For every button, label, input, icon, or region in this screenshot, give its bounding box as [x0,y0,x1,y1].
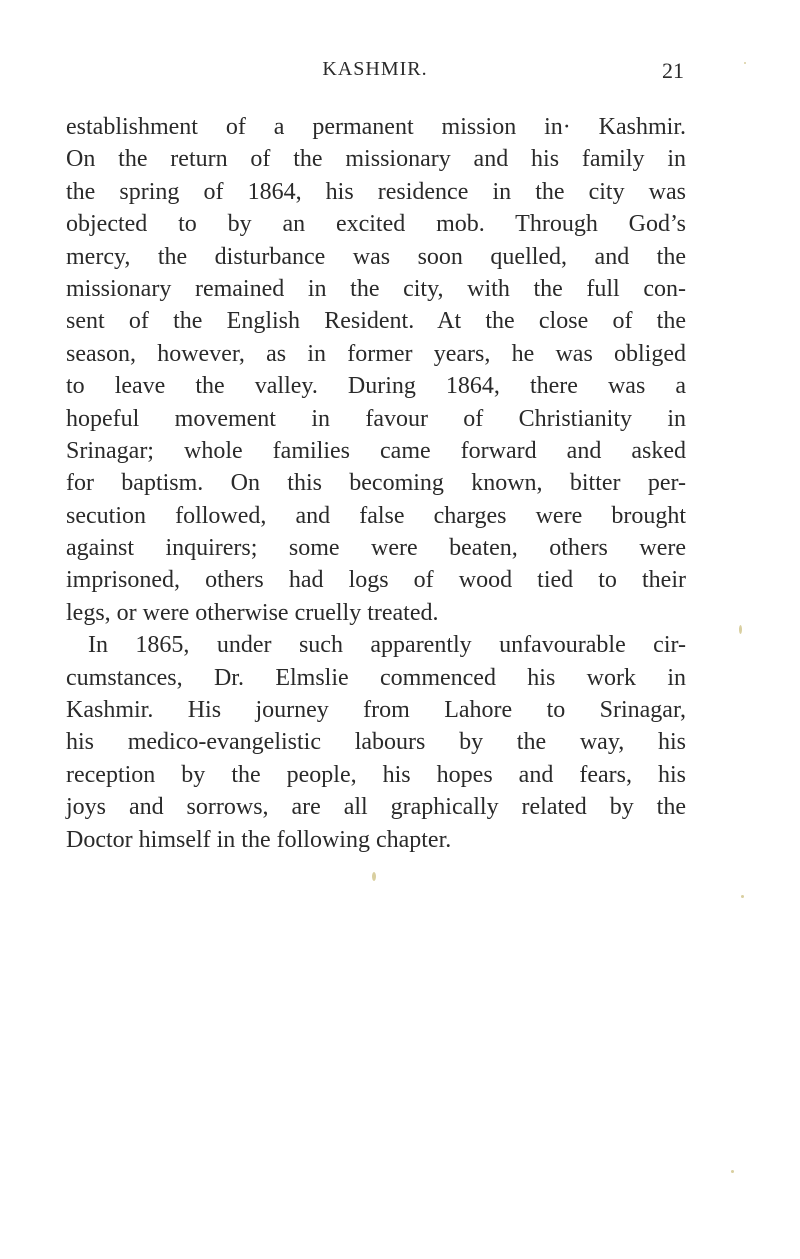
page-number: 21 [662,58,684,83]
text-line: imprisoned, others had logs of wood tied to their [66,567,686,594]
text-line: mercy, the disturbance was soon quelled, and the [66,243,686,270]
text-line: Kashmir. His journey from Lahore to Srinagar, [66,697,686,724]
running-title: KASHMIR. [322,58,428,80]
paper-speck [372,872,376,881]
body-text [66,111,686,856]
text-line: legs, or were otherwise cruelly treated. [66,599,439,626]
running-head [66,58,684,86]
text-line: to leave the valley. During 1864, there was a [66,373,686,400]
text-line: against inquirers; some were beaten, others were [66,535,686,562]
text-line: for baptism. On this becoming known, bitter per- [66,470,686,497]
text-line: Srinagar; whole families came forward and asked [66,437,686,464]
text-line: joys and sorrows, are all graphically related by the [66,794,686,821]
text-line: In 1865, under such apparently unfavourable cir- [88,632,686,659]
text-line: secution followed, and false charges were brought [66,502,686,529]
text-line: objected to by an excited mob. Through God’s [66,211,686,238]
text-line: the spring of 1864, his residence in the city was [66,178,686,205]
paper-speck [739,625,742,634]
paper-speck [744,62,746,64]
text-line: his medico-evangelistic labours by the way, his [66,729,686,756]
paper-speck [741,895,744,898]
text-line: cumstances, Dr. Elmslie commenced his work in [66,664,686,691]
text-line: reception by the people, his hopes and fears, his [66,761,686,788]
text-line: establishment of a permanent mission in· Kashmir. [66,114,686,140]
text-line: season, however, as in former years, he was obliged [66,340,686,367]
text-line: missionary remained in the city, with the full con- [66,275,686,302]
text-line: sent of the English Resident. At the close of the [66,308,686,335]
paper-speck [731,1170,734,1173]
text-line: hopeful movement in favour of Christianity in [66,405,686,432]
text-line: On the return of the missionary and his family in [66,146,686,173]
text-line: Doctor himself in the following chapter. [66,826,452,853]
